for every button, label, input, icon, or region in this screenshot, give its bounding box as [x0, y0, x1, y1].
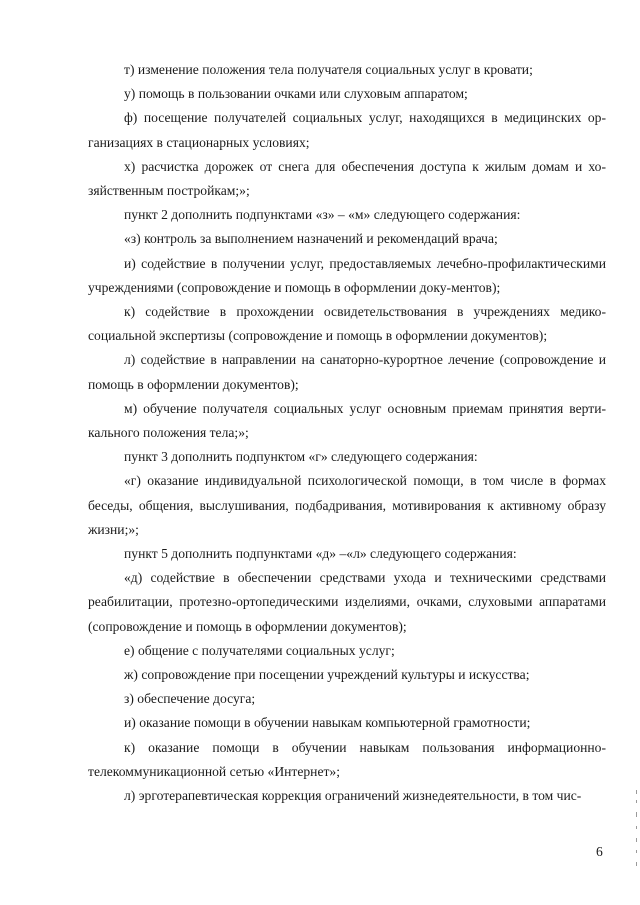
paragraph-i: и) содействие в получении услуг, предоставляемых лечебно-профилактическими учреждениями (сопровождение и помощь в оформлении доку-ментов); [88, 255, 606, 295]
paragraph-clause-2-intro: пункт 2 дополнить подпунктами «з» – «м» следующего содержания: [124, 207, 521, 223]
paragraph-l: л) содействие в направлении на санаторно-курортное лечение (сопровождение и помощь в оформлении документов); [88, 352, 606, 392]
document-body [88, 58, 606, 808]
paragraph-t: т) изменение положения тела получателя социальных услуг в кровати; [124, 62, 533, 77]
paragraph-clause-3-intro: пункт 3 дополнить подпунктом «г» следующего содержания: [124, 449, 478, 465]
page-number: 6 [596, 844, 603, 859]
paragraph-e: е) общение с получателями социальных услуг; [124, 642, 395, 658]
scan-edge-mark [636, 790, 637, 794]
paragraph-i2: и) оказание помощи в обучении навыкам компьютерной грамотности; [124, 715, 531, 731]
paragraph-k2: к) оказание помощи в обучении навыкам пользования информационно-телекоммуникационной сетью «Интернет»; [88, 739, 606, 779]
scan-edge-mark [636, 826, 637, 829]
paragraph-z: «з) контроль за выполнением назначений и рекомендаций врача; [124, 231, 498, 247]
scan-edge-mark [636, 800, 637, 803]
paragraph-m: м) обучение получателя социальных услуг основным приемам принятия верти-кального положения тела;»; [88, 400, 606, 441]
scan-edge-mark [636, 850, 637, 853]
paragraph-k: к) содействие в прохождении освидетельствования в учреждениях медико-социальной экспертизы (сопровождение и помощь в оформлении документов); [88, 304, 606, 344]
paragraph-zh: ж) сопровождение при посещении учреждений культуры и искусства; [124, 667, 530, 683]
scan-edge-mark [636, 812, 637, 817]
paragraph-u: у) помощь в пользовании очками или слуховым аппаратом; [124, 86, 468, 102]
scan-edge-mark [636, 838, 637, 842]
paragraph-d: «д) содействие в обеспечении средствами ухода и техническими средствами реабилитации, протезно-ортопедическими изделиями, очками, слуховыми аппаратами (сопровождение и помощь в оформлении документов); [88, 570, 606, 634]
paragraph-l2: л) эрготерапевтическая коррекция ограничений жизнедеятельности, в том чис- [124, 788, 582, 804]
paragraph-f: ф) посещение получателей социальных услуг, находящихся в медицинских ор-ганизациях в стационарных условиях; [88, 110, 606, 150]
paragraph-g: «г) оказание индивидуальной психологической помощи, в том числе в формах беседы, общения, выслушивания, подбадривания, мотивирования к активному образу жизни;»; [88, 473, 606, 537]
paragraph-z2: з) обеспечение досуга; [124, 691, 256, 707]
paragraph-kh: х) расчистка дорожек от снега для обеспечения доступа к жилым домам и хо-зяйственным постройкам;»; [88, 158, 606, 199]
paragraph-clause-5-intro: пункт 5 дополнить подпунктами «д» –«л» следующего содержания: [124, 546, 517, 562]
scan-edge-mark [636, 862, 637, 866]
